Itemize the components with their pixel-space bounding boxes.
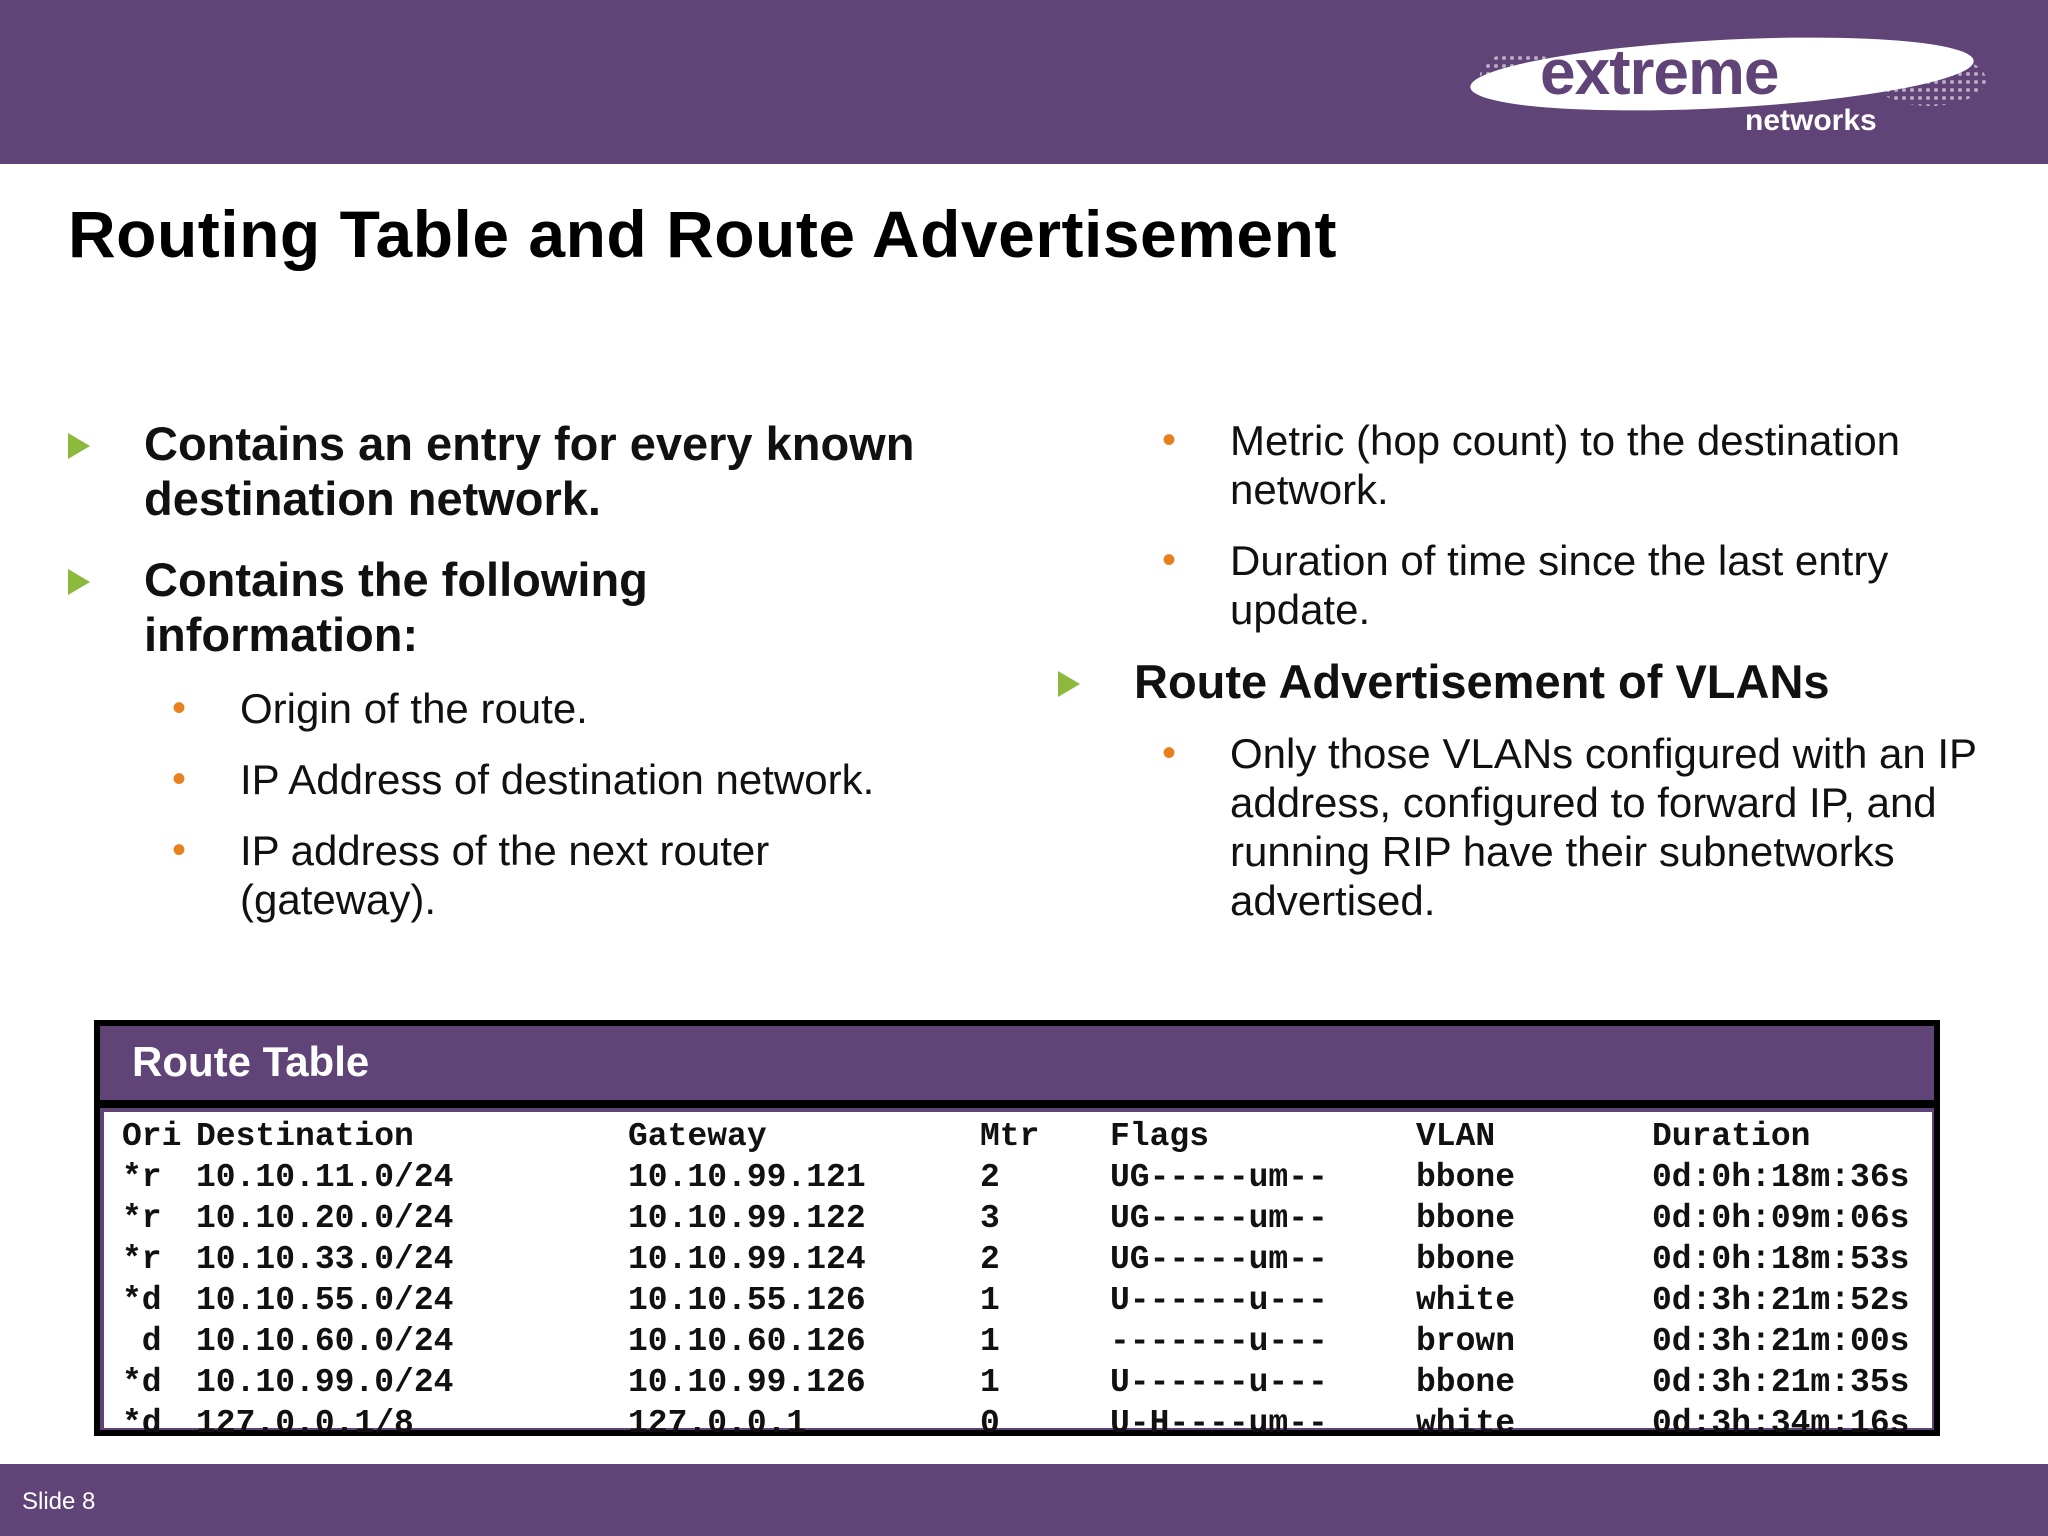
cell-gateway: 10.10.99.122 [628, 1200, 866, 1237]
cell-gateway: 127.0.0.1 [628, 1405, 807, 1442]
cell-flags: U------u--- [1110, 1364, 1328, 1401]
cell-gateway: 10.10.99.126 [628, 1364, 866, 1401]
bullet-text: Route Advertisement of VLANs [1134, 655, 1830, 708]
left-column [60, 416, 1020, 924]
cell-vlan: bbone [1416, 1364, 1516, 1401]
bullet-dot-icon: • [172, 828, 187, 872]
cell-vlan: white [1416, 1282, 1516, 1319]
bullet-dot-icon: • [1162, 418, 1177, 462]
sub-item [166, 755, 1020, 804]
cell-duration: 0d:3h:21m:52s [1652, 1282, 1910, 1319]
cell-mtr: 1 [980, 1282, 1000, 1319]
bullet-arrow-icon [68, 569, 90, 595]
bullet-entry [60, 416, 1020, 526]
bullet-text: Contains an entry for every known destination network. [144, 417, 915, 525]
table-row [104, 1159, 1932, 1199]
cell-mtr: 2 [980, 1159, 1000, 1196]
extreme-networks-logo [1460, 22, 1990, 142]
cell-duration: 0d:3h:21m:00s [1652, 1323, 1910, 1360]
cell-duration: 0d:3h:34m:16s [1652, 1405, 1910, 1442]
sub-item-text: Metric (hop count) to the destination network. [1230, 417, 1901, 513]
route-table-title: Route Table [132, 1038, 370, 1085]
table-row [104, 1282, 1932, 1322]
cell-gateway: 10.10.60.126 [628, 1323, 866, 1360]
sub-item-text: IP Address of destination network. [240, 756, 875, 803]
bullet-dot-icon: • [172, 686, 187, 730]
cell-mtr: 3 [980, 1200, 1000, 1237]
route-table-header [100, 1026, 1934, 1108]
slide-title: Routing Table and Route Advertisement [68, 197, 1337, 271]
cell-vlan: white [1416, 1405, 1516, 1442]
sub-list [1050, 729, 2010, 925]
sub-item [166, 684, 1020, 733]
bullet-dot-icon: • [172, 757, 187, 801]
cell-flags: UG-----um-- [1110, 1241, 1328, 1278]
cell-destination: 127.0.0.1/8 [196, 1405, 414, 1442]
cell-vlan: brown [1416, 1323, 1516, 1360]
header-mtr: Mtr [980, 1118, 1040, 1155]
cell-vlan: bbone [1416, 1200, 1516, 1237]
table-row [104, 1405, 1932, 1445]
cell-ori: d [122, 1323, 162, 1360]
cell-ori: *d [122, 1405, 162, 1442]
table-row [104, 1241, 1932, 1281]
cell-destination: 10.10.99.0/24 [196, 1364, 454, 1401]
table-header-row [104, 1118, 1932, 1158]
cell-duration: 0d:0h:09m:06s [1652, 1200, 1910, 1237]
bullet-dot-icon: • [1162, 731, 1177, 775]
table-row [104, 1200, 1932, 1240]
cell-mtr: 1 [980, 1364, 1000, 1401]
cell-flags: U-H----um-- [1110, 1405, 1328, 1442]
bullet-vlan [1050, 654, 2010, 709]
sub-item-text: IP address of the next router (gateway). [240, 827, 770, 923]
header-ori: Ori [122, 1118, 182, 1155]
bullet-info [60, 552, 760, 662]
sub-item-text: Duration of time since the last entry update. [1230, 537, 1889, 633]
logo-subtext: networks [1745, 104, 1877, 137]
right-column [1050, 416, 2010, 925]
cell-duration: 0d:0h:18m:53s [1652, 1241, 1910, 1278]
sub-item-text: Only those VLANs configured with an IP address, configured to forward IP, and running RIP have their subnetworks advertised. [1230, 730, 1977, 924]
table-row [104, 1323, 1932, 1363]
cell-destination: 10.10.20.0/24 [196, 1200, 454, 1237]
header-gateway: Gateway [628, 1118, 767, 1155]
sub-item [1156, 416, 2026, 514]
cell-vlan: bbone [1416, 1159, 1516, 1196]
cell-flags: UG-----um-- [1110, 1159, 1328, 1196]
cell-gateway: 10.10.99.124 [628, 1241, 866, 1278]
cell-duration: 0d:3h:21m:35s [1652, 1364, 1910, 1401]
route-table-body [104, 1112, 1932, 1442]
cell-vlan: bbone [1416, 1241, 1516, 1278]
cell-mtr: 2 [980, 1241, 1000, 1278]
sub-item [166, 826, 846, 924]
cell-destination: 10.10.55.0/24 [196, 1282, 454, 1319]
cell-ori: *r [122, 1241, 162, 1278]
cell-mtr: 0 [980, 1405, 1000, 1442]
cell-flags: UG-----um-- [1110, 1200, 1328, 1237]
cell-destination: 10.10.33.0/24 [196, 1241, 454, 1278]
table-row [104, 1364, 1932, 1404]
bullet-arrow-icon [68, 433, 90, 459]
header-destination: Destination [196, 1118, 414, 1155]
slide-number: Slide 8 [22, 1488, 96, 1515]
cell-ori: *r [122, 1159, 162, 1196]
cell-flags: -------u--- [1110, 1323, 1328, 1360]
route-table [94, 1020, 1940, 1442]
cell-gateway: 10.10.99.121 [628, 1159, 866, 1196]
sub-list [1050, 416, 2010, 634]
header-duration: Duration [1652, 1118, 1811, 1155]
cell-destination: 10.10.60.0/24 [196, 1323, 454, 1360]
header-vlan: VLAN [1416, 1118, 1496, 1155]
cell-duration: 0d:0h:18m:36s [1652, 1159, 1910, 1196]
footer-bar [0, 1464, 2048, 1536]
cell-gateway: 10.10.55.126 [628, 1282, 866, 1319]
sub-item-text: Origin of the route. [240, 685, 588, 732]
cell-destination: 10.10.11.0/24 [196, 1159, 454, 1196]
bullet-arrow-icon [1058, 671, 1080, 697]
bullet-text: Contains the following information: [144, 553, 648, 661]
header-flags: Flags [1110, 1118, 1210, 1155]
sub-item [1156, 729, 2026, 925]
cell-flags: U------u--- [1110, 1282, 1328, 1319]
cell-ori: *d [122, 1364, 162, 1401]
sub-list [60, 684, 1020, 924]
sub-item [1156, 536, 2026, 634]
cell-ori: *r [122, 1200, 162, 1237]
logo-wordmark: extreme [1540, 36, 1779, 108]
cell-mtr: 1 [980, 1323, 1000, 1360]
cell-ori: *d [122, 1282, 162, 1319]
bullet-dot-icon: • [1162, 538, 1177, 582]
